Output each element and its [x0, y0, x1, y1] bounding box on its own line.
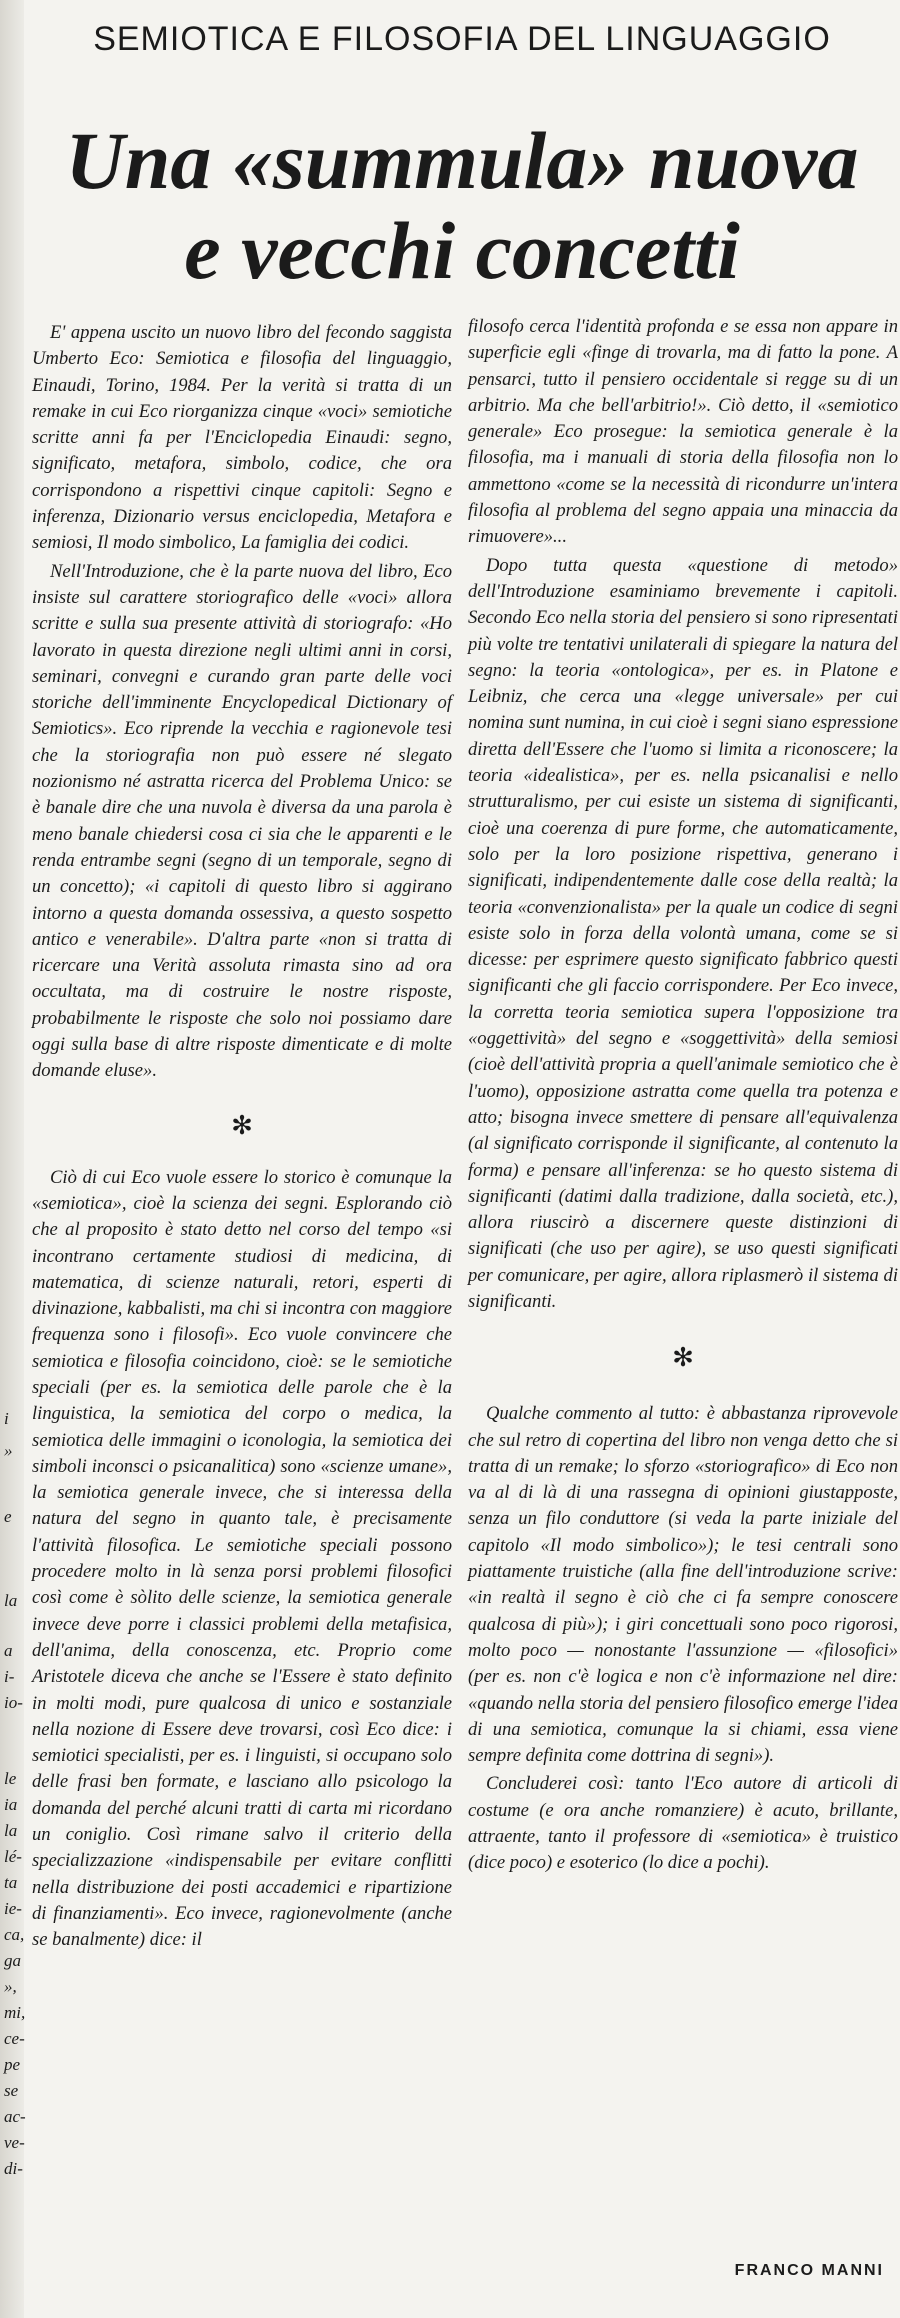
paragraph: Concluderei così: tanto l'Eco autore di articoli di costume (e ora anche romanziere) è acuto, brillante, attraente, tanto il professore di «semiotica» è truistico (dice poco) e esoterico (lo dice a pochi). [468, 1773, 898, 1874]
adjacent-column-fragment [0, 0, 24, 2318]
fragment-text: lé- [4, 1847, 22, 1866]
fragment-text: » [4, 1441, 13, 1460]
fragment-text: la [4, 1821, 18, 1840]
section-break-asterisk: ✻ [672, 1343, 694, 1373]
article-column-left [32, 320, 452, 1954]
fragment-text: i [4, 1409, 9, 1428]
paragraph: E' appena uscito un nuovo libro del fecondo saggista Umberto Eco: Semiotica e filosofia del linguaggio, Einaudi, Torino, 1984. Per la verità si tratta di un remake in cui Eco riorganizza cinque «voci» semiotiche scritte anni fa per l'Enciclopedia Einaudi: segno, significato, metafora, simbolo, codice, che ora corrispondono a rispettivi cinque capitoli: Segno e inferenza, Dizionario versus enciclopedia, Metafora e semiosi, Il modo simbolico, La famiglia dei codici. [32, 322, 452, 554]
fragment-text: pe [4, 2055, 21, 2074]
fragment-text: di- [4, 2159, 23, 2178]
fragment-text: ga [4, 1951, 21, 1970]
fragment-text: », [4, 1977, 17, 1996]
fragment-text: le [4, 1769, 17, 1788]
author-signature: FRANCO MANNI [734, 2262, 884, 2279]
paragraph: Nell'Introduzione, che è la parte nuova del libro, Eco insiste sul carattere storiografico delle «voci» allora scritte e sulla sua presente attività di storiografo: «Ho lavorato in questa direzione negli ultimi anni in corsi, seminari, convegni e curando gran parte delle voci storiche dell'imminente Encyclopedical Dictionary of Semiotics». Eco riprende la vecchia e ragionevole tesi che la storiografia non può essere né slegato nozionismo né astratta ricerca del Problema Unico: se è banale dire che una nuvola è diversa da una parola è meno banale chiedersi cosa ci sia che le apparenti e le renda entrambe segni (segno di un temporale, segno di un concetto); «i capitoli di questo libro si aggirano intorno a questa domanda ossessiva, a questo sospetto antico e venerabile». D'altra parte «non si tratta di ricercare una Verità assoluta rimasta sino ad ora occultata, ma di costruire le nostre risposte, probabilmente le risposte che solo noi possiamo dare oggi sulla base di altre risposte dimenticate e di molte domande eluse». [32, 560, 452, 1082]
headline-line-2: e vecchi concetti [184, 205, 740, 296]
section-heading: SEMIOTICA E FILOSOFIA DEL LINGUAGGIO [93, 20, 831, 58]
fragment-text: i- [4, 1667, 15, 1686]
section-break-asterisk: ✻ [231, 1110, 253, 1140]
fragment-text: la [4, 1591, 18, 1610]
paragraph: Dopo tutta questa «questione di metodo» dell'Introduzione esaminiamo brevemente i capitoli. Secondo Eco nella storia del pensiero si sono ripresentati più volte tre tentativi unilaterali di spiegare la natura del segno: la teoria «ontologica», per es. in Platone e Leibniz, che cerca una «legge universale» per cui nomina sunt numina, in cui cioè i segni siano espressione diretta dell'Essere che l'uomo si limita a riconoscere; la teoria «idealistica», per es. nella psicanalisi e nello strutturalismo, per cui esiste un sistema di significanti, cioè una coerenza di pure forme, che automaticamente, solo per la loro posizione rispettiva, generano i significati, indipendentemente dalle cose della realtà; la teoria «convenzionalista» per la quale un codice di segni esiste solo in forza della volontà umana, come se si dicesse: per esprimere questo significato fabbrico questi significanti che gli faccio corrispondere. Per Eco invece, la corretta teoria semiotica supera l'opposizione tra «oggettività» del segno e «soggettività» della semiosi (cioè dell'attività propria a quell'animale semiotico che è l'uomo), opposizione astratta come quella tra potenza e atto; bisogna invece smettere di pensare all'equivalenza (al significato corrisponde il significante, al contenuto la forma) e pensare all'inferenza: se ho questo sistema di significanti (datimi dalla tradizione, dalla società, etc.), allora riuscirò a discernere queste distinzioni di significati (che uso per agire), se uso questi significati per comunicare, per agire, allora riplasmerò il sistema di significanti. [468, 554, 898, 1312]
article-column-right [468, 314, 898, 1877]
newspaper-clipping [24, 0, 900, 2318]
fragment-text: ve- [4, 2133, 25, 2152]
fragment-text: ac- [4, 2107, 26, 2126]
headline-line-1: Una «summula» nuova [65, 115, 859, 206]
fragment-text: a [4, 1641, 13, 1660]
fragment-text: ta [4, 1873, 18, 1892]
fragment-text: mi, [4, 2003, 26, 2022]
fragment-text: ca, [4, 1925, 25, 1944]
fragment-text: ia [4, 1795, 18, 1814]
fragment-text: io- [4, 1693, 23, 1712]
paragraph: Qualche commento al tutto: è abbastanza riprovevole che sul retro di copertina del libro non venga detto che si tratta di un remake; lo sforzo «storiografico» di Eco non va al di là di una rassegna di opinioni giustapposte, senza un filo conduttore (si veda la parte iniziale del capitolo «Il modo simbolico»); le tesi centrali sono piattamente truistiche (alla fine dell'introduzione scrive: «in realtà il segno è ciò che ci fa sempre conoscere qualcosa di più»); i giri concettuali sono poco rigorosi, molto poco — nonostante l'assunzione — «filosofici» (per es. non c'è logica e non c'è informazione nel dire: «quando nella storia del pensiero filosofico emerge l'idea di una semiotica, comunque la si chiami, essa viene sempre definita come dottrina di segni»). [468, 1403, 898, 1767]
fragment-text: se [4, 2081, 19, 2100]
fragment-text: ce- [4, 2029, 25, 2048]
fragment-text: e [4, 1507, 12, 1526]
paragraph: filosofo cerca l'identità profonda e se essa non appare in superficie egli «finge di trovarla, ma di fatto la pone. A pensarci, tutto il pensiero occidentale si regge su di un arbitrio. Ma che bell'arbitrio!». Ciò detto, il «semiotico generale» Eco prosegue: la semiotica generale è la filosofia, ma i manuali di storia della filosofia non lo ammettono «come se la necessità di ricondurre un'intera filosofia al problema del segno appaia una minaccia da rimuovere»... [468, 316, 898, 548]
paragraph: Ciò di cui Eco vuole essere lo storico è comunque la «semiotica», cioè la scienza dei segni. Esplorando ciò che al proposito è stato detto nel corso del tempo «si incontrano certamente studiosi di medicina, di matematica, di scienze naturali, retori, esperti di divinazione, kabbalisti, ma chi si incontra con maggiore frequenza sono i filosofi». Eco vuole convincere che semiotica e filosofia coincidono, cioè: se le semiotiche speciali (per es. la semiotica delle parole che è la linguistica, la semiotica del corpo o medica, la semiotica delle immagini o iconologia, la semiotica dei simboli inconsci o psicanalitica) sono «scienze umane», la semiotica generale invece, che si interessa della natura del segno in quanto tale, è precisamente l'attività filosofica. Le semiotiche speciali possono procedere molto in là senza porsi problemi filosofici così come è sòlito delle scienze, la semiotica generale invece deve porre i classici problemi della metafisica, dell'anima, della conoscenza, etc. Proprio come Aristotele diceva che anche se l'Essere è stato definito in molti modi, pure qualcosa di unico e sostanziale nella nozione di Essere deve trovarsi, così Eco dice: i semiotici specialisti, per es. i linguisti, si occupano solo delle frasi ben formate, e lasciano allo psicologo la domanda del perché alcuni tratti di carta mi ricordano un coniglio. Così rimane salvo il criterio della specializzazione «indispensabile per evitare conflitti nella distribuzione dei posti accademici e ripartizione di finanziamenti». Eco invece, ragionevolmente (anche se banalmente) dice: il [32, 1166, 452, 1951]
fragment-text: ie- [4, 1899, 22, 1918]
